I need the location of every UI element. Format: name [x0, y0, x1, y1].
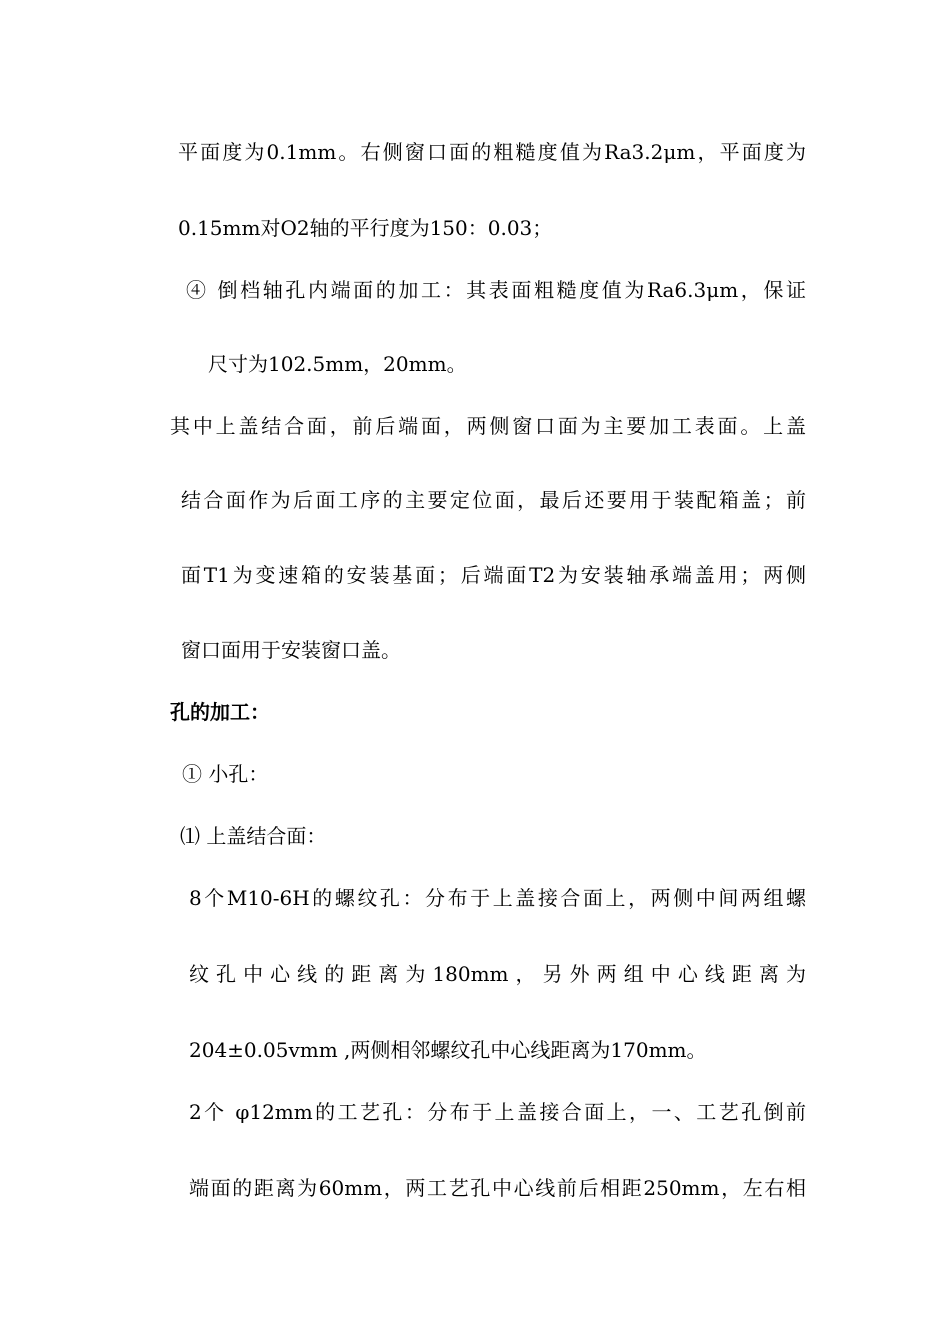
text-line-8: 窗口面用于安装窗口盖。: [181, 638, 401, 662]
section-heading: 孔的加工：: [170, 700, 270, 724]
text-line-13: 纹孔中心线的距离为180mm，另外两组中心线距离为: [189, 962, 806, 986]
text-line-4: 尺寸为102.5mm，20mm。: [208, 352, 467, 376]
text-line-12: 8个M10-6H的螺纹孔：分布于上盖接合面上，两侧中间两组螺: [189, 886, 806, 910]
text-line-5: 其中上盖结合面，前后端面，两侧窗口面为主要加工表面。上盖: [170, 414, 806, 438]
text-line-16: 端面的距离为60mm，两工艺孔中心线前后相距250mm，左右相: [189, 1176, 806, 1200]
text-line-14: 204±0.05vmm ,两侧相邻螺纹孔中心线距离为170mm。: [189, 1038, 707, 1062]
text-line-11: ⑴ 上盖结合面：: [180, 824, 327, 848]
text-line-3: ④ 倒档轴孔内端面的加工：其表面粗糙度值为Ra6.3μm，保证: [186, 278, 806, 302]
text-line-7: 面T1为变速箱的安装基面；后端面T2为安装轴承端盖用；两侧: [181, 563, 806, 587]
text-line-15: 2个 φ12mm的工艺孔：分布于上盖接合面上，一、工艺孔倒前: [189, 1100, 806, 1124]
text-line-1: 平面度为0.1mm。右侧窗口面的粗糙度值为Ra3.2μm，平面度为: [178, 140, 806, 164]
text-line-2: 0.15mm对O2轴的平行度为150：0.03；: [178, 216, 553, 240]
text-line-10: ① 小孔：: [182, 762, 269, 786]
text-line-6: 结合面作为后面工序的主要定位面，最后还要用于装配箱盖；前: [181, 488, 806, 512]
